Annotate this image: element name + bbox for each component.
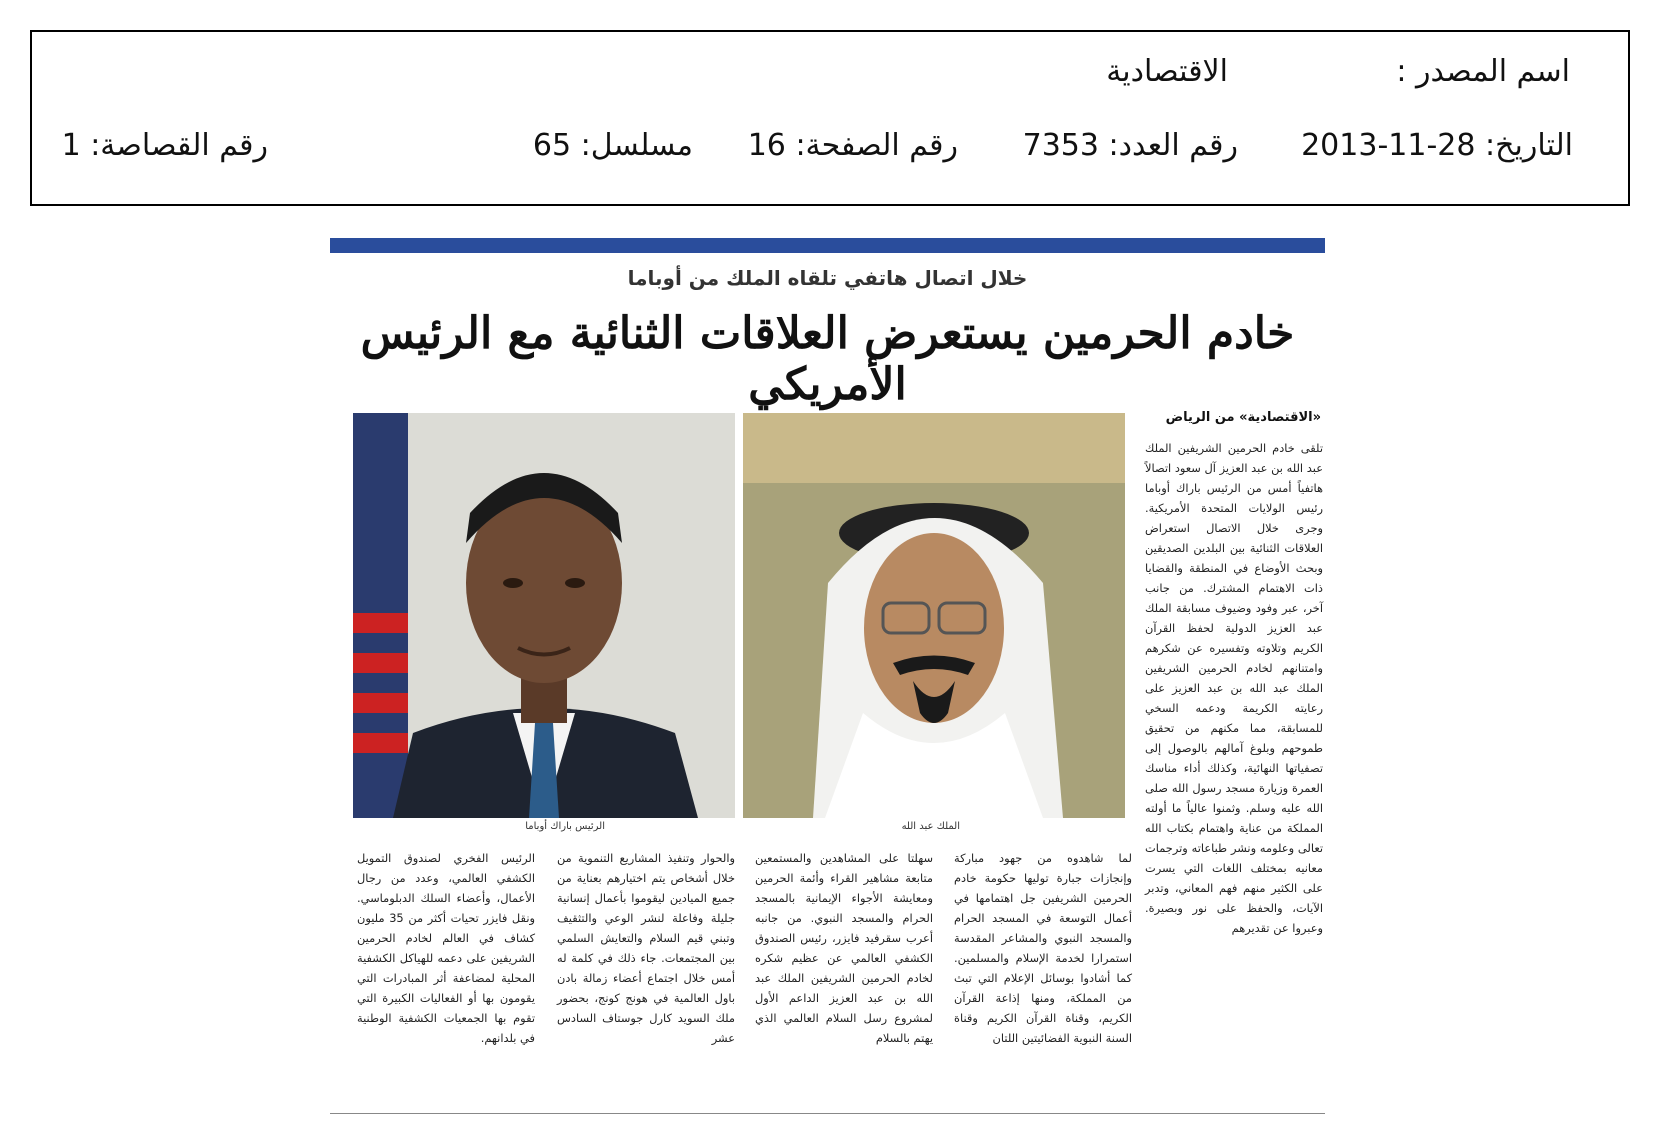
article-column-3: سهلتا على المشاهدين والمستمعين متابعة مشاهير القراء وأئمة الحرمين ومعايشة الأجواء الإيمانية بالمسجد الحرام والمسجد النبوي. من جانبه أعرب سقرفيد فايزر، رئيس الصندوق الكشفي العالمي عن عظيم شكره لخادم الحرمين الشريفين الملك عبد الله بن عبد العزيز الداعم الأول لمشروع رسل السلام العالمي الذي يهتم بالسلام: [755, 851, 933, 1045]
source-value: الاقتصادية: [1106, 54, 1228, 89]
top-color-bar: [330, 238, 1325, 253]
source-label: اسم المصدر :: [1396, 54, 1570, 89]
serial-field: مسلسل: 65: [532, 128, 693, 163]
date-field: التاريخ: 28-11-2013: [1301, 128, 1573, 163]
clip-number-field: رقم القصاصة: 1: [61, 128, 268, 163]
article-column-4: والحوار وتنفيذ المشاريع التنموية من خلال أشخاص يتم اختيارهم بعناية من جميع الميادين ليقوموا بأعمال إنسانية جليلة وفاعلة لنشر الوعي والتثقيف وتبني قيم السلام والتعايش السلمي بين المجتمعات. جاء ذلك في كلمة له أمس خلال اجتماع أعضاء زمالة بادن باول العالمية في هونج كونج، بحضور ملك السويد كارل جوستاف السادس عشر: [557, 851, 735, 1045]
photo-barack-obama: [353, 413, 735, 818]
article-byline: «الاقتصادية» من الرياض: [1165, 410, 1321, 425]
metadata-box: [30, 30, 1630, 206]
article-kicker: خلال اتصال هاتفي تلقاه الملك من أوباما: [627, 266, 1028, 290]
caption-king: الملك عبد الله: [901, 821, 960, 832]
article-column-2: لما شاهدوه من جهود مباركة وإنجازات جبارة توليها حكومة خادم الحرمين الشريفين جل اهتمامها في أعمال التوسعة في المسجد الحرام والمسجد النبوي والمشاعر المقدسة استمرارا لخدمة الإسلام والمسلمين. كما أشادوا بوسائل الإعلام التي تبث من المملكة، ومنها إذاعة القرآن الكريم، وقناة القرآن الكريم وقناة السنة النبوية الفضائيتين اللتان: [954, 851, 1132, 1045]
page-field: رقم الصفحة: 16: [747, 128, 958, 163]
caption-obama: الرئيس باراك أوباما: [525, 821, 605, 832]
article-column-1: تلقى خادم الحرمين الشريفين الملك عبد الله بن عبد العزيز آل سعود اتصالاً هاتفياً أمس من الرئيس باراك أوباما رئيس الولايات المتحدة الأمريكية. وجرى خلال الاتصال استعراض العلاقات الثنائية بين البلدين الصديقين وبحث الأوضاع في المنطقة والقضايا ذات الاهتمام المشترك. من جانب آخر، عبر وفود وضيوف مسابقة الملك عبد العزيز الدولية لحفظ القرآن الكريم وتلاوته وتفسيره عن شكرهم وامتنانهم لخادم الحرمين الشريفين الملك عبد الله بن عبد العزيز على رعايته الكريمة ودعمه السخي للمسابقة، مما مكنهم من تحقيق طموحهم وبلوغ آمالهم بالوصول إلى تصفياتها النهائية، وكذلك أداء مناسك العمرة وزيارة مسجد رسول الله صلى الله عليه وسلم. وثمنوا عالياً ما أولته المملكة من عناية واهتمام بكتاب الله تعالى وعلومه ونشر طباعاته وترجمات معانيه بمختلف اللغات التي يسرت على الكثير منهم فهم المعاني، وتدبر الآيات، والحفظ على نور وبصيرة. وعبروا عن تقديرهم: [1145, 441, 1323, 935]
photo-king-abdullah: [743, 413, 1125, 818]
newspaper-clipping: [330, 238, 1325, 1114]
bottom-rule: [330, 1113, 1325, 1114]
article-column-5: الرئيس الفخري لصندوق التمويل الكشفي العالمي، وعدد من رجال الأعمال، وأعضاء السلك الدبلوماسي. ونقل فايزر تحيات أكثر من 35 مليون كشاف في العالم لخادم الحرمين الشريفين على دعمه للهياكل الكشفية المحلية لمضاعفة أثر المبادرات التي يقومون بها أو الفعاليات الكبيرة التي تقوم بها الجمعيات الكشفية الوطنية في بلدانهم.: [357, 851, 535, 1045]
issue-field: رقم العدد: 7353: [1022, 128, 1238, 163]
article-headline: خادم الحرمين يستعرض العلاقات الثنائية مع الرئيس الأمريكي: [360, 308, 1295, 410]
